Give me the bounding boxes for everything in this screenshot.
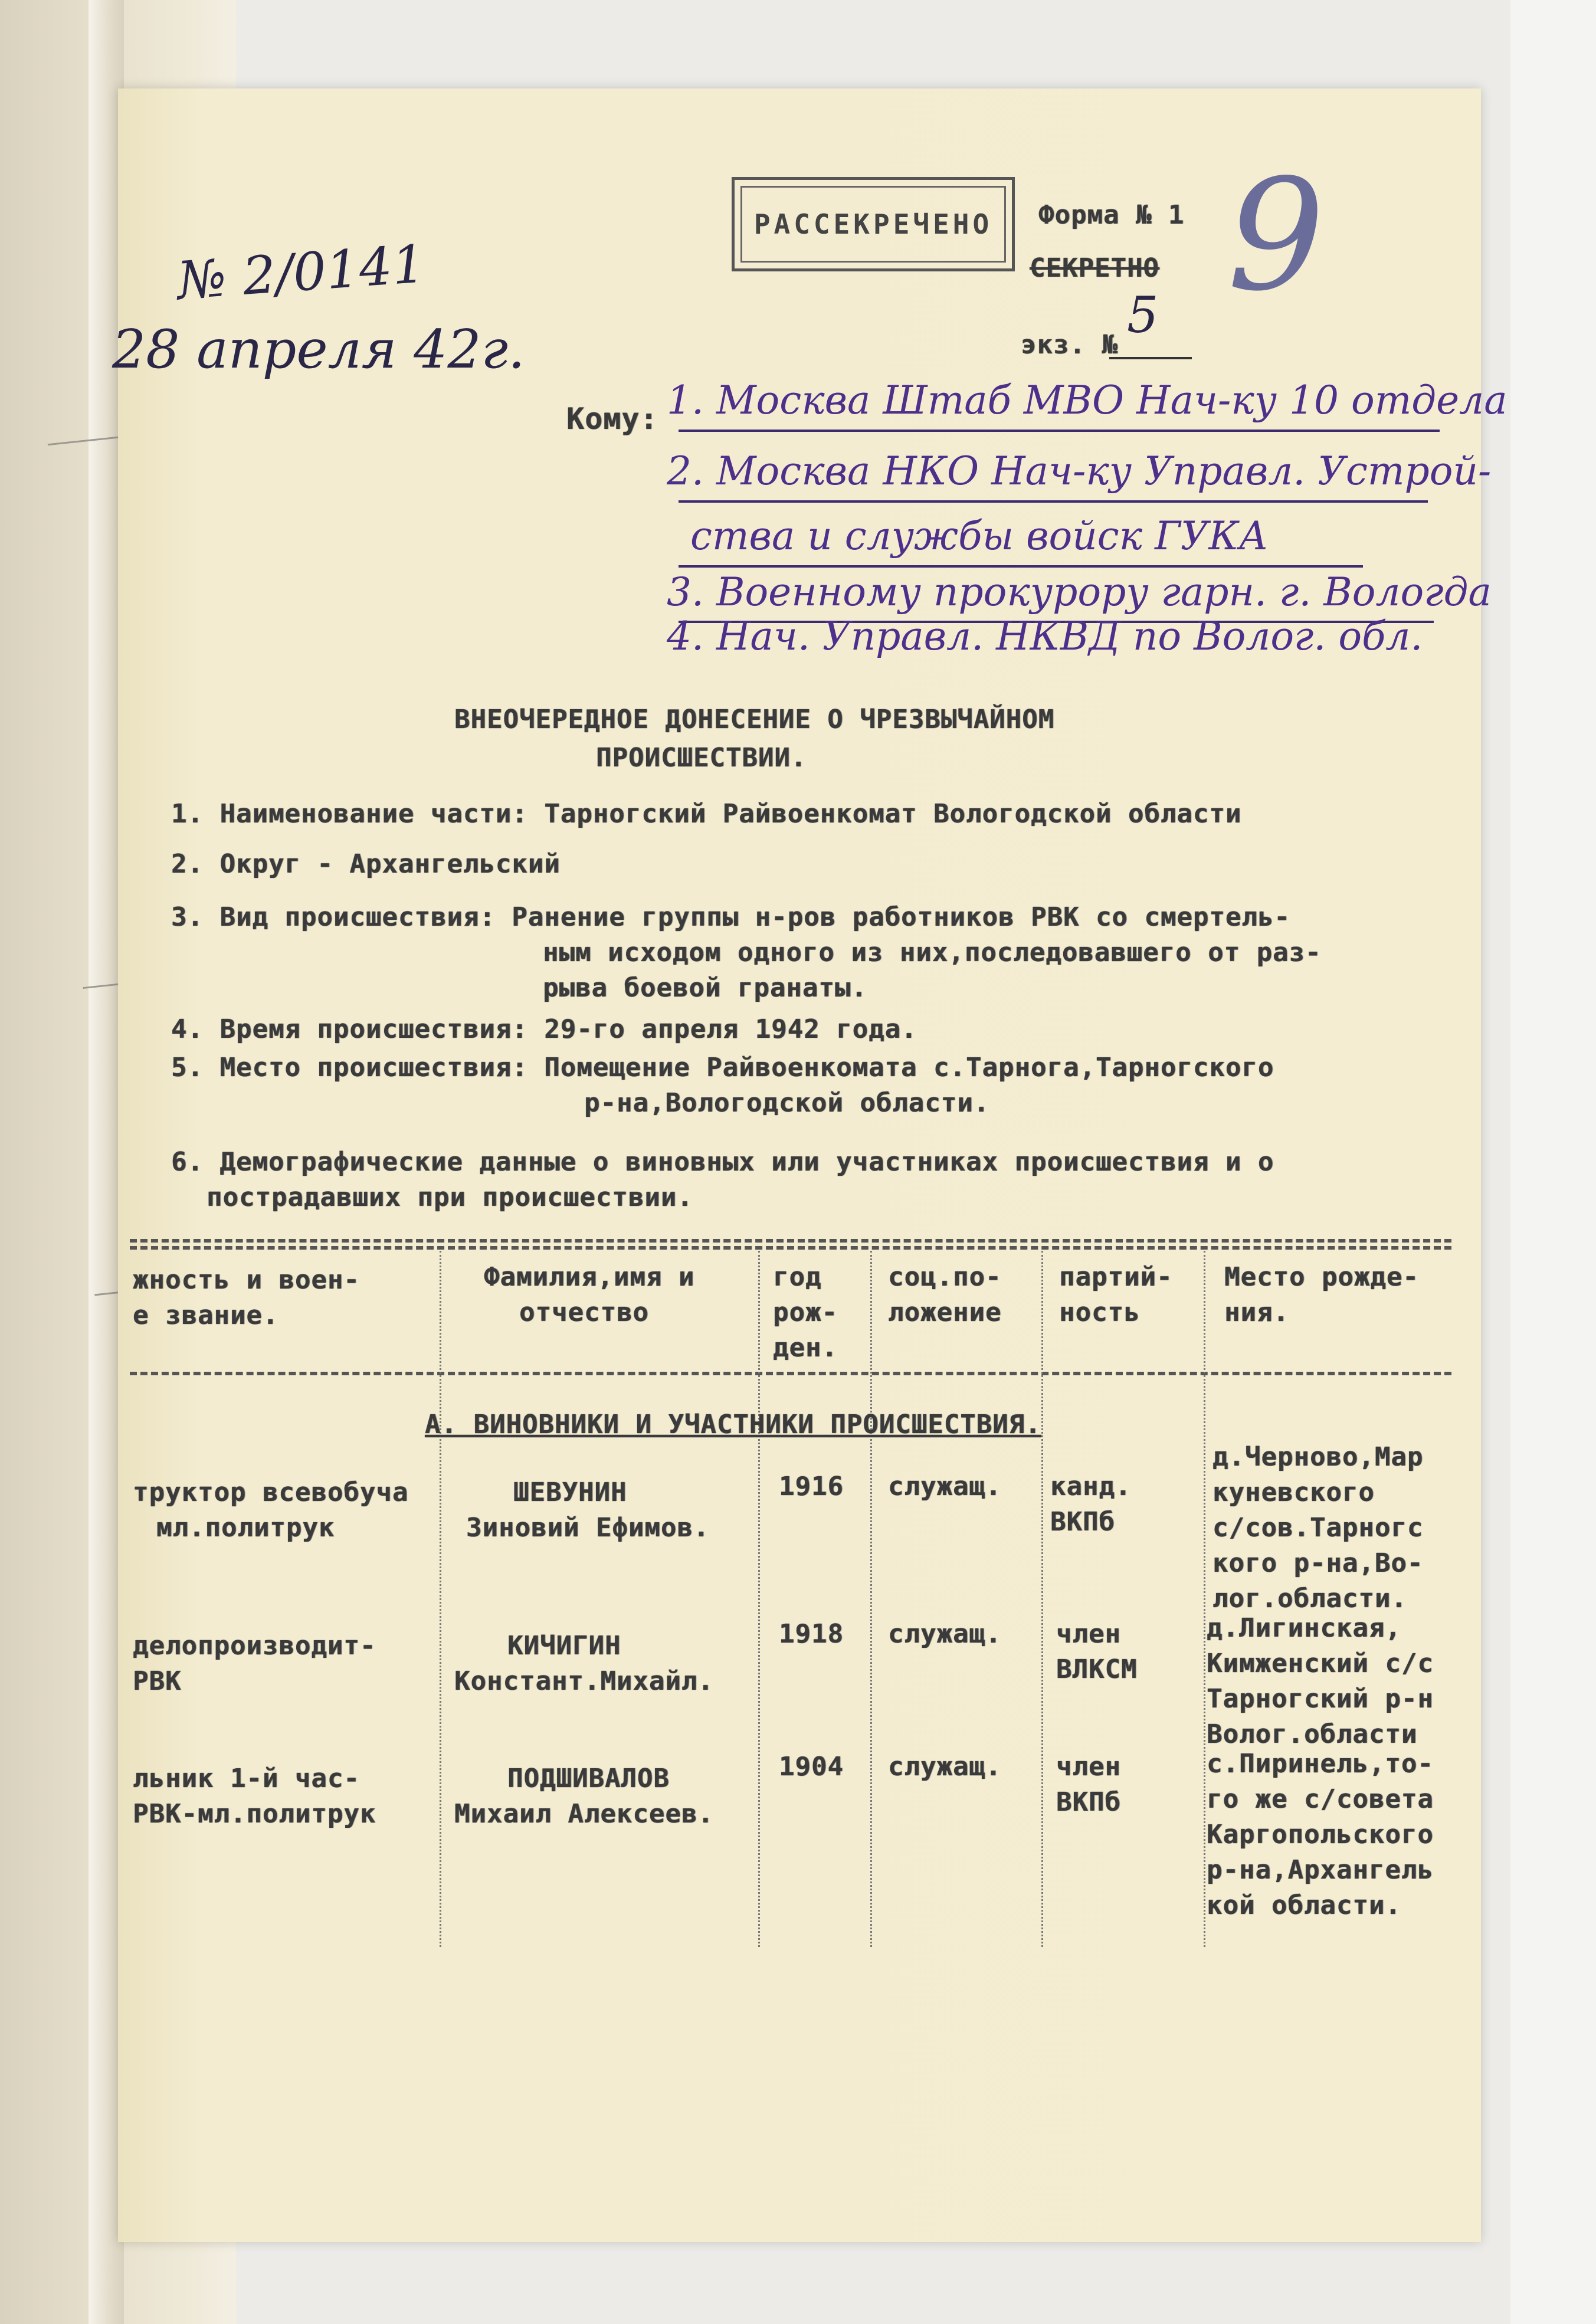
col-header-birth-year-l2: рож-: [773, 1297, 838, 1327]
cell-birthplace: с/сов.Тарногс: [1212, 1513, 1424, 1543]
cell-birth-year: 1916: [779, 1471, 844, 1502]
cell-party: ВЛКСМ: [1056, 1654, 1138, 1684]
item-incident-type-cont: рыва боевой гранаты.: [543, 973, 867, 1003]
cell-position: делопроизводит-: [133, 1631, 376, 1661]
table-top-rule: [130, 1246, 1451, 1250]
col-header-social: соц.по-: [888, 1262, 1002, 1292]
cell-party: ВКПб: [1050, 1507, 1115, 1537]
recipient-underline: [679, 565, 1363, 568]
col-header-social-l2: ложение: [888, 1297, 1002, 1327]
cell-position: мл.политрук: [156, 1513, 335, 1543]
document-title: ВНЕОЧЕРЕДНОЕ ДОНЕСЕНИЕ О ЧРЕЗВЫЧАЙНОМ: [454, 704, 1055, 735]
table-top-rule: [130, 1239, 1451, 1243]
item-district: 2. Округ - Архангельский: [171, 849, 561, 879]
cell-birthplace: с.Пиринель,то-: [1207, 1749, 1434, 1779]
copy-label: экз. №: [1021, 330, 1118, 360]
col-header-name-l2: отчество: [519, 1297, 649, 1327]
item-unit-name: 1. Наименование части: Тарногский Райвоенкомат Вологодской области: [171, 799, 1242, 829]
cell-birthplace: д.Лигинская,: [1207, 1613, 1401, 1643]
cell-social: служащ.: [888, 1471, 1002, 1502]
declassified-stamp: РАССЕКРЕЧЕНО: [732, 177, 1015, 271]
cell-party: член: [1056, 1619, 1121, 1649]
recipient-underline: [679, 430, 1440, 432]
cell-birthplace: Каргопольского: [1207, 1820, 1434, 1850]
recipient-line: 3. Военному прокурору гарн. г. Вологда: [667, 569, 1492, 615]
cell-position: льник 1-й час-: [133, 1764, 360, 1794]
recipient-line: 4. Нач. Управл. НКВД по Волог. обл.: [667, 614, 1423, 659]
document-title-line2: ПРОИСШЕСТВИИ.: [596, 743, 807, 773]
item-demographics-cont: пострадавших при происшествии.: [207, 1182, 693, 1212]
cell-social: служащ.: [888, 1752, 1002, 1782]
cell-position: РВК: [133, 1666, 182, 1696]
col-header-birth-year-l3: ден.: [773, 1333, 838, 1363]
cell-name: ПОДШИВАЛОВ: [507, 1764, 670, 1794]
scan-background: [1510, 0, 1596, 2324]
cell-party: канд.: [1050, 1471, 1132, 1502]
cell-birthplace: Кимженский с/с: [1207, 1648, 1434, 1679]
section-a-heading: А. ВИНОВНИКИ И УЧАСТНИКИ ПРОИСШЕСТВИЯ.: [425, 1410, 1041, 1440]
col-header-name: Фамилия,имя и: [484, 1262, 695, 1292]
recipient-line: ства и службы войск ГУКА: [690, 513, 1269, 559]
item-incident-place-cont: р-на,Вологодской области.: [584, 1088, 990, 1118]
column-separator: [870, 1251, 872, 1947]
cell-birth-year: 1918: [779, 1619, 844, 1649]
table-header-bottom-rule: [130, 1372, 1451, 1375]
col-header-party-l2: ность: [1059, 1297, 1141, 1327]
cell-name: КИЧИГИН: [507, 1631, 621, 1661]
item-incident-type: 3. Вид происшествия: Ранение группы н-ров работников РВК со смертель-: [171, 902, 1290, 932]
form-number: Форма № 1: [1038, 200, 1185, 230]
cell-name: Зиновий Ефимов.: [466, 1513, 710, 1543]
cell-birthplace: р-на,Архангель: [1207, 1855, 1434, 1885]
col-header-birth-year: год: [773, 1262, 822, 1292]
cell-name: Михаил Алексеев.: [454, 1799, 714, 1829]
item-incident-time: 4. Время происшествия: 29-го апреля 1942 года.: [171, 1014, 917, 1044]
cell-position: труктор всевобуча: [133, 1477, 409, 1507]
recipient-line: 1. Москва Штаб МВО Нач-ку 10 отдела: [667, 378, 1507, 423]
registration-number: № 2/0141: [175, 233, 427, 312]
column-separator: [1041, 1251, 1043, 1947]
cell-birthplace: куневского: [1212, 1477, 1375, 1507]
cell-party: член: [1056, 1752, 1121, 1782]
col-header-position-l2: е звание.: [133, 1300, 279, 1330]
cell-birthplace: Волог.области: [1207, 1719, 1418, 1749]
cell-birthplace: кой области.: [1207, 1890, 1401, 1920]
item-demographics: 6. Демографические данные о виновных или участниках происшествия и о: [171, 1147, 1274, 1177]
cell-party: ВКПб: [1056, 1787, 1121, 1817]
copy-number: 5: [1127, 286, 1159, 344]
col-header-position: жность и воен-: [133, 1265, 360, 1295]
cell-name: ШЕВУНИН: [513, 1477, 627, 1507]
cell-birthplace: лог.области.: [1212, 1584, 1407, 1614]
cell-social: служащ.: [888, 1619, 1002, 1649]
col-header-party: партий-: [1059, 1262, 1173, 1292]
col-header-birthplace: Место рожде-: [1224, 1262, 1419, 1292]
cell-name: Констант.Михайл.: [454, 1666, 714, 1696]
column-separator: [440, 1251, 441, 1947]
cell-birthplace: го же с/совета: [1207, 1784, 1434, 1814]
cell-birthplace: кого р-на,Во-: [1212, 1548, 1424, 1578]
column-separator: [1204, 1251, 1205, 1947]
secrecy-label: СЕКРЕТНО: [1030, 253, 1159, 283]
copy-number-underline: [1109, 357, 1192, 359]
folio-number: 9: [1227, 147, 1325, 325]
to-label: Кому:: [566, 402, 658, 436]
recipient-underline: [679, 500, 1428, 503]
item-incident-place: 5. Место происшествия: Помещение Райвоенкомата с.Тарнога,Тарногского: [171, 1053, 1274, 1083]
cell-birth-year: 1904: [779, 1752, 844, 1782]
registration-date: 28 апреля 42г.: [112, 319, 525, 381]
column-separator: [758, 1251, 760, 1947]
recipient-line: 2. Москва НКО Нач-ку Управл. Устрой-: [667, 448, 1492, 494]
item-incident-type-cont: ным исходом одного из них,последовавшего от раз-: [543, 938, 1322, 968]
cell-birthplace: Тарногский р-н: [1207, 1684, 1434, 1714]
cell-position: РВК-мл.политрук: [133, 1799, 376, 1829]
col-header-birthplace-l2: ния.: [1224, 1297, 1289, 1327]
cell-birthplace: д.Черново,Мар: [1212, 1442, 1424, 1472]
